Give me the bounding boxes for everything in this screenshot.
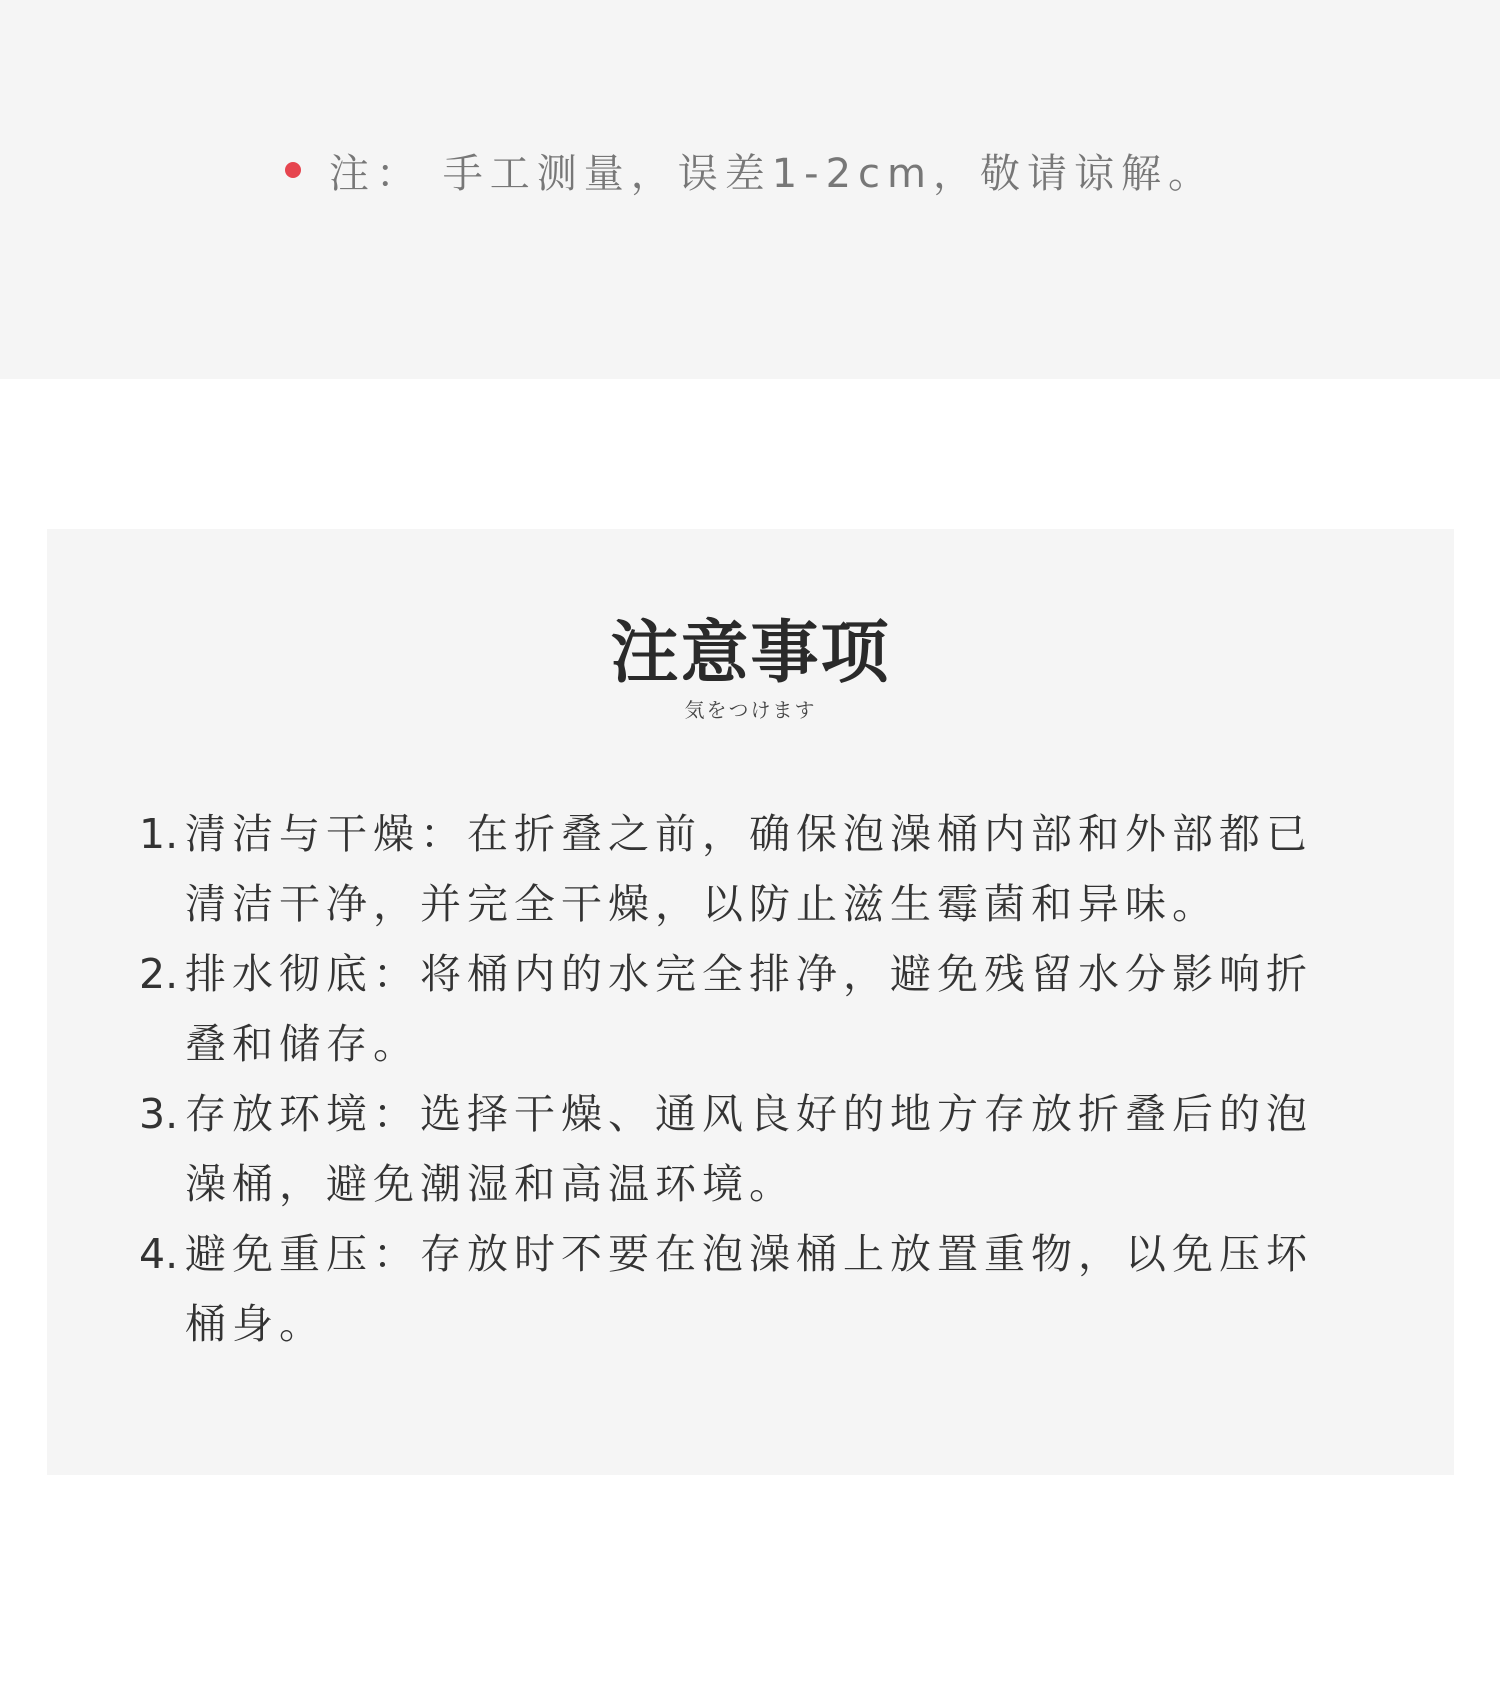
red-bullet-icon (285, 162, 301, 178)
measurement-note (0, 140, 1500, 200)
notice-list (139, 799, 1389, 1359)
notice-item-text: 排水彻底：将桶内的水完全排净，避免残留水分影响折 叠和储存。 (185, 950, 1313, 1068)
notice-item-storage (139, 1079, 1389, 1219)
notice-item-cleaning (139, 799, 1389, 939)
notice-item-number: 4. (139, 1230, 179, 1278)
notice-item-number: 2. (139, 950, 179, 998)
notice-subtitle: 気をつけます (684, 698, 817, 722)
notice-item-no-pressure (139, 1219, 1389, 1359)
notice-item-number: 1. (139, 810, 179, 858)
notice-item-draining (139, 939, 1389, 1079)
notice-card (47, 529, 1454, 1475)
notice-item-text: 清洁与干燥：在折叠之前，确保泡澡桶内部和外部都已 清洁干净，并完全干燥，以防止滋生霉菌和异味。 (185, 810, 1313, 928)
notice-item-text: 避免重压：存放时不要在泡澡桶上放置重物，以免压坏 桶身。 (185, 1230, 1313, 1348)
notice-item-number: 3. (139, 1090, 179, 1138)
notice-item-text: 存放环境：选择干燥、通风良好的地方存放折叠后的泡 澡桶，避免潮湿和高温环境。 (185, 1090, 1313, 1208)
notice-title: 注意事项 (610, 614, 891, 693)
measurement-note-text: 注： 手工测量，误差1-2cm，敬请谅解。 (328, 150, 1215, 197)
measurement-note-band (0, 0, 1500, 379)
